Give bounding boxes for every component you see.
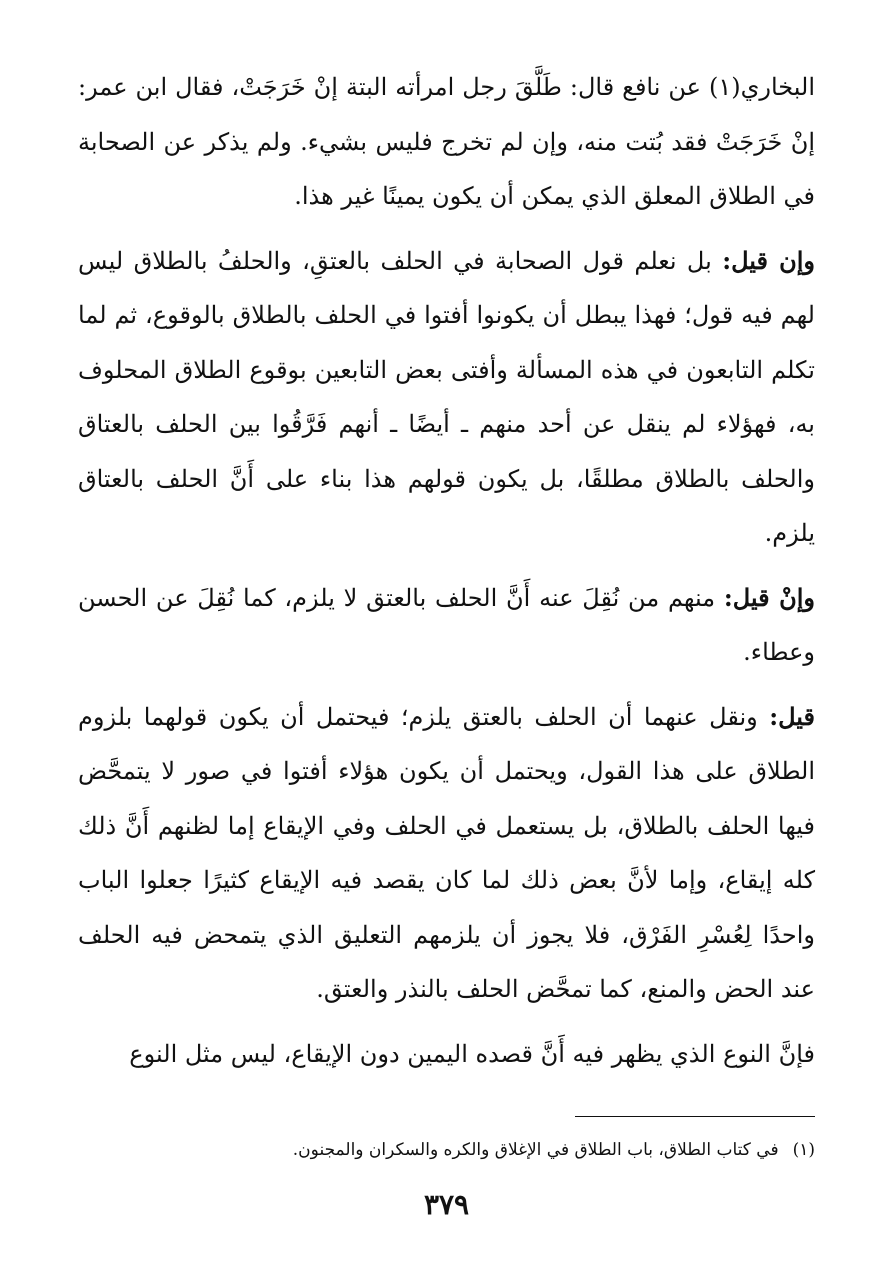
paragraph-lead: قيل:	[769, 701, 815, 731]
paragraph-1	[78, 60, 815, 224]
paragraph-lead: وإن قيل:	[722, 245, 815, 275]
paragraph-text: فإنَّ النوع الذي يظهر فيه أَنَّ قصده اليمين دون الإيقاع، ليس مثل النوع	[129, 1039, 815, 1068]
paragraph-4	[78, 690, 815, 1017]
paragraph-3	[78, 571, 815, 680]
footnote-divider	[575, 1116, 815, 1117]
paragraph-text: البخاري(١) عن نافع قال: طَلَّقَ رجل امرأته البتة إنْ خَرَجَتْ، فقال ابن عمر: إنْ خَرَجَتْ فقد بُتت منه، وإن لم تخرج فليس بشيء. ولم يذكر عن الصحابة في الطلاق المعلق الذي يمكن أن يكون يمينًا غير هذا.	[78, 73, 815, 210]
paragraph-2	[78, 234, 815, 561]
footnote-text: في كتاب الطلاق، باب الطلاق في الإغلاق والكره والسكران والمجنون.	[292, 1140, 779, 1160]
paragraph-text: ونقل عنهما أن الحلف بالعتق يلزم؛ فيحتمل أن يكون قولهما بلزوم الطلاق على هذا القول، ويحتمل أن يكون هؤلاء أفتوا في صور لا يتمحَّض فيها الحلف بالطلاق، بل يستعمل في الحلف وفي الإيقاع إما لظنهم أَنَّ ذلك كله إيقاع، وإما لأنَّ بعض ذلك لما كان يقصد فيه الإيقاع كثيرًا جعلوا الباب واحدًا لِعُسْرِ الفَرْق، فلا يجوز أن يلزمهم التعليق الذي يتمحض فيه الحلف عند الحض والمنع، كما تمحَّض الحلف بالنذر والعتق.	[78, 702, 815, 1003]
paragraph-lead: وإنْ قيل:	[723, 582, 815, 612]
paragraph-text: منهم من نُقِلَ عنه أَنَّ الحلف بالعتق لا يلزم، كما نُقِلَ عن الحسن وعطاء.	[78, 583, 815, 666]
paragraph-text: بل نعلم قول الصحابة في الحلف بالعتقِ، والحلفُ بالطلاق ليس لهم فيه قول؛ فهذا يبطل أن يكونوا أفتوا في الحلف بالطلاق بالوقوع، ثم لما تكلم التابعون في هذه المسألة وأفتى بعض التابعين بوقوع الطلاق المحلوف به، فهؤلاء لم ينقل عن أحد منهم ـ أيضًا ـ أنهم فَرَّقُوا بين الحلف بالعتاق والحلف بالطلاق مطلقًا، بل يكون قولهم هذا بناء على أَنَّ الحلف بالعتاق يلزم.	[78, 246, 815, 547]
page-number: ٣٧٩	[423, 1188, 470, 1221]
page-body	[78, 60, 815, 1091]
footnote-1	[78, 1137, 815, 1163]
footnotes	[78, 1116, 815, 1163]
footnote-number: (١)	[792, 1140, 815, 1160]
paragraph-5	[78, 1027, 815, 1082]
